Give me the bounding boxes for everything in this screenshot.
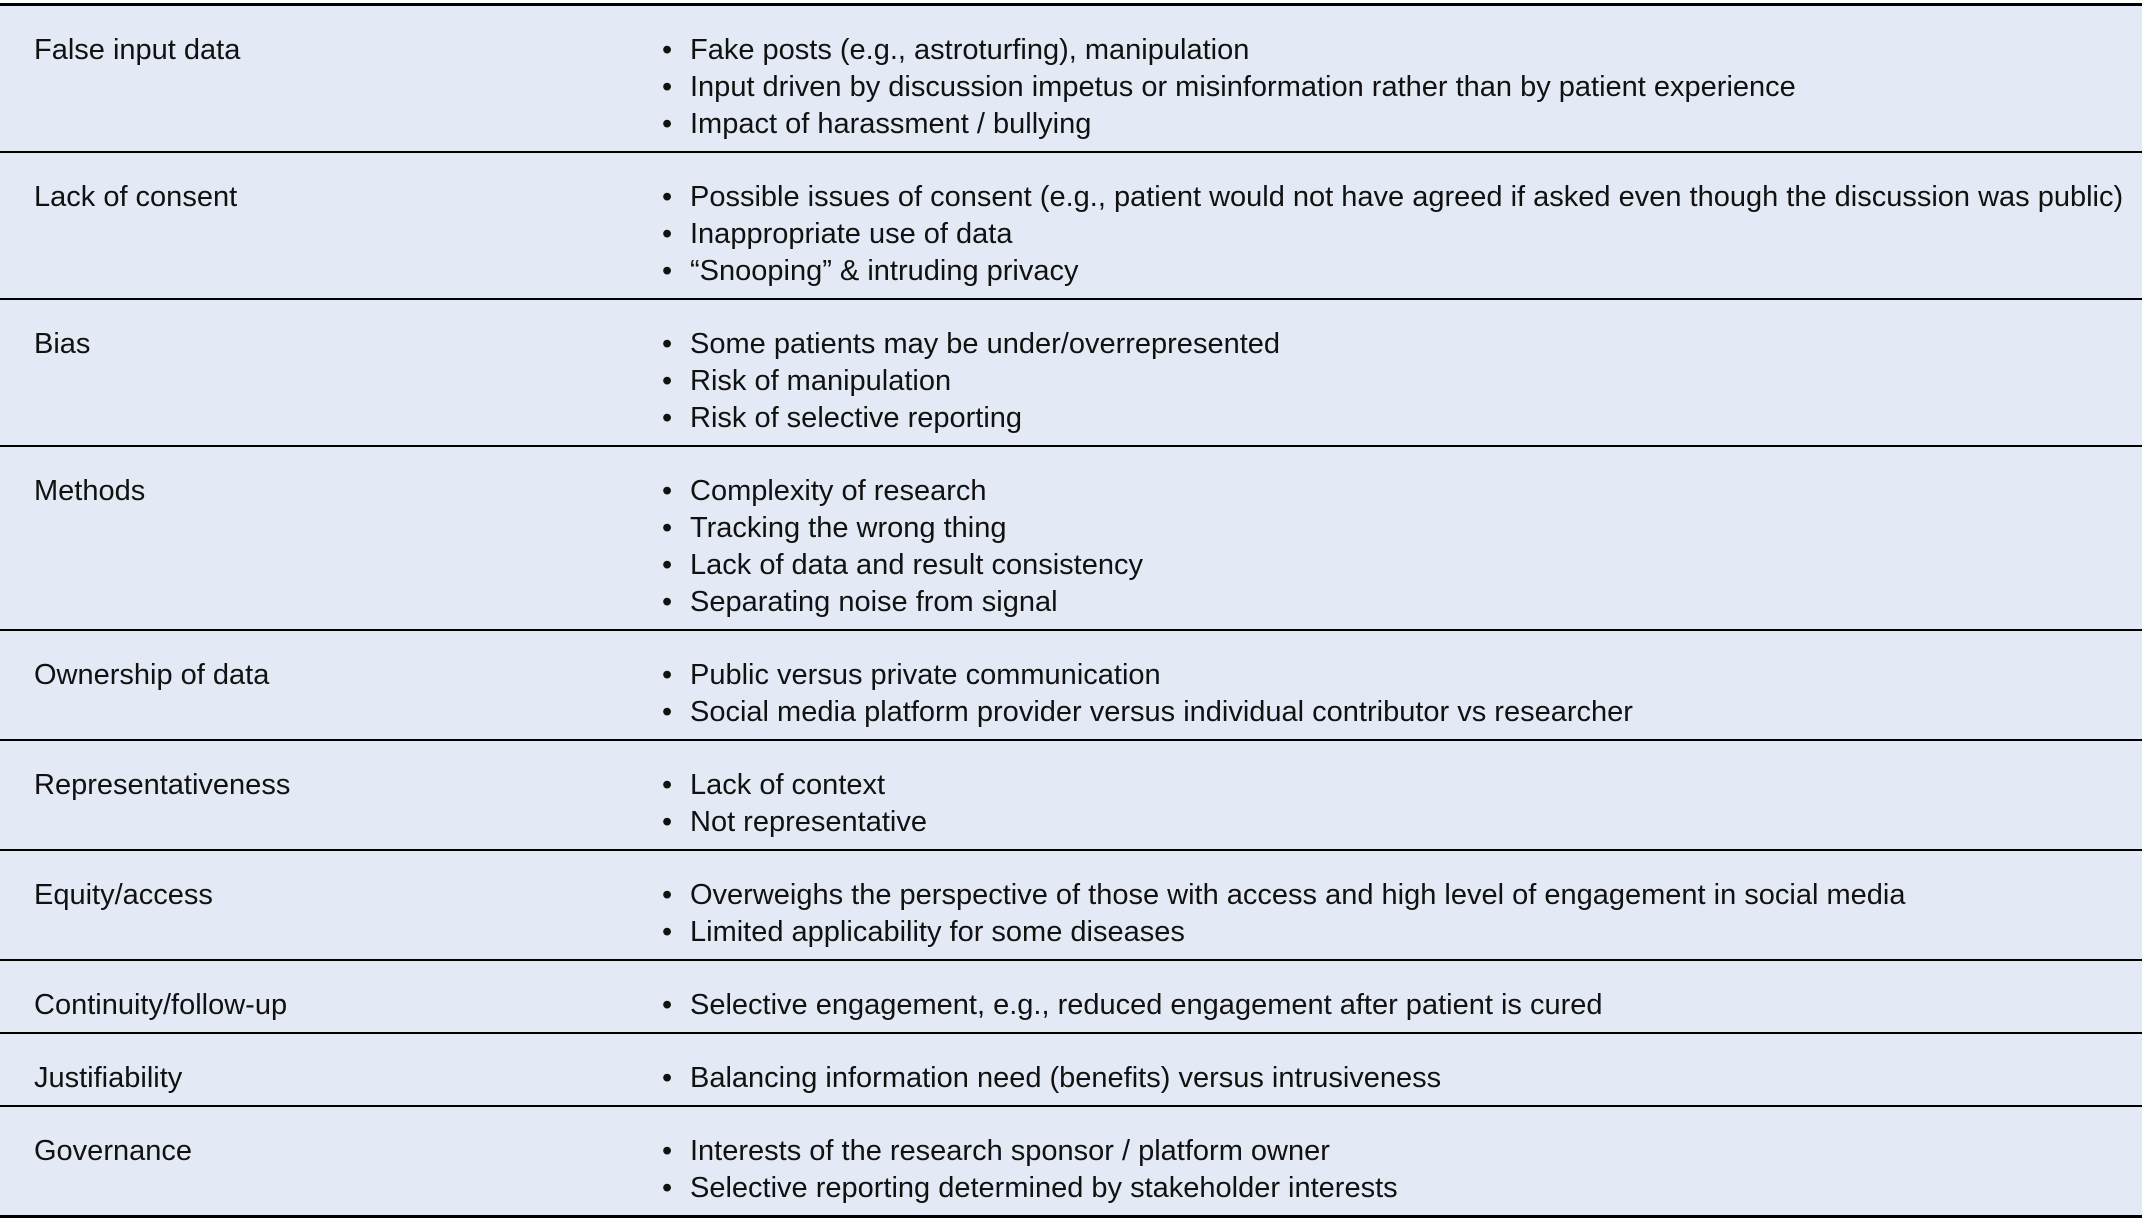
list-item — [662, 657, 2138, 694]
item-list — [662, 1060, 2138, 1097]
item-list — [662, 767, 2138, 841]
bullet-icon: • — [662, 1172, 673, 1204]
item-text: Balancing information need (benefits) versus intrusiveness — [690, 1062, 1442, 1094]
category-cell: Representativeness — [34, 769, 291, 801]
category-cell: Continuity/follow-up — [34, 989, 288, 1021]
list-item — [662, 694, 2138, 731]
item-list — [662, 473, 2138, 621]
item-text: Risk of manipulation — [690, 365, 952, 397]
item-list — [662, 1133, 2138, 1207]
table-row — [0, 960, 2142, 1033]
table-row — [0, 630, 2142, 740]
table-row — [0, 1106, 2142, 1217]
bullet-icon: • — [662, 659, 673, 691]
bullet-icon: • — [662, 549, 673, 581]
table-body — [0, 5, 2142, 1217]
items-cell — [634, 1106, 2142, 1217]
item-text: Limited applicability for some diseases — [690, 916, 1185, 948]
list-item — [662, 987, 2138, 1024]
list-item — [662, 363, 2138, 400]
bullet-icon: • — [662, 879, 673, 911]
bullet-icon: • — [662, 989, 673, 1021]
items-cell — [634, 152, 2142, 299]
category-cell: Methods — [34, 475, 146, 507]
list-item — [662, 106, 2138, 143]
item-text: Lack of context — [690, 769, 886, 801]
bullet-icon: • — [662, 71, 673, 103]
list-item — [662, 1170, 2138, 1207]
item-text: Possible issues of consent (e.g., patient would not have agreed if asked even though the discussion was public) — [690, 181, 2124, 213]
list-item — [662, 1133, 2138, 1170]
bullet-icon: • — [662, 916, 673, 948]
bullet-icon: • — [662, 108, 673, 140]
category-cell: Lack of consent — [34, 181, 238, 213]
item-list — [662, 657, 2138, 731]
list-item — [662, 69, 2138, 106]
bullet-icon: • — [662, 475, 673, 507]
item-text: Lack of data and result consistency — [690, 549, 1143, 581]
list-item — [662, 547, 2138, 584]
items-cell — [634, 630, 2142, 740]
item-text: Impact of harassment / bullying — [690, 108, 1092, 140]
item-text: Separating noise from signal — [690, 586, 1058, 618]
item-list — [662, 326, 2138, 437]
bullet-icon: • — [662, 1062, 673, 1094]
item-text: Overweighs the perspective of those with access and high level of engagement in social media — [690, 879, 1906, 911]
item-text: Risk of selective reporting — [690, 402, 1023, 434]
table-row — [0, 152, 2142, 299]
items-cell — [634, 5, 2142, 153]
list-item — [662, 216, 2138, 253]
table-row — [0, 446, 2142, 630]
item-list — [662, 179, 2138, 290]
list-item — [662, 584, 2138, 621]
category-cell: Ownership of data — [34, 659, 270, 691]
risk-table — [0, 3, 2142, 1218]
list-item — [662, 804, 2138, 841]
items-cell — [634, 850, 2142, 960]
bullet-icon: • — [662, 769, 673, 801]
list-item — [662, 253, 2138, 290]
list-item — [662, 400, 2138, 437]
bullet-icon: • — [662, 34, 673, 66]
item-text: Fake posts (e.g., astroturfing), manipulation — [690, 34, 1250, 66]
bullet-icon: • — [662, 586, 673, 618]
table-row — [0, 299, 2142, 446]
bullet-icon: • — [662, 328, 673, 360]
category-cell: Governance — [34, 1135, 192, 1167]
item-text: Selective engagement, e.g., reduced engagement after patient is cured — [690, 989, 1603, 1021]
item-list — [662, 32, 2138, 143]
table-row — [0, 850, 2142, 960]
bullet-icon: • — [662, 365, 673, 397]
item-text: Input driven by discussion impetus or misinformation rather than by patient experience — [690, 71, 1796, 103]
category-cell: Equity/access — [34, 879, 213, 911]
item-text: Some patients may be under/overrepresented — [690, 328, 1281, 360]
item-text: Selective reporting determined by stakeholder interests — [690, 1172, 1398, 1204]
bullet-icon: • — [662, 1135, 673, 1167]
list-item — [662, 1060, 2138, 1097]
item-text: Inappropriate use of data — [690, 218, 1013, 250]
list-item — [662, 179, 2138, 216]
list-item — [662, 767, 2138, 804]
bullet-icon: • — [662, 181, 673, 213]
items-cell — [634, 1033, 2142, 1106]
table-row — [0, 5, 2142, 153]
list-item — [662, 32, 2138, 69]
list-item — [662, 914, 2138, 951]
bullet-icon: • — [662, 402, 673, 434]
item-text: Interests of the research sponsor / platform owner — [690, 1135, 1330, 1167]
items-cell — [634, 960, 2142, 1033]
table-row — [0, 740, 2142, 850]
bullet-icon: • — [662, 696, 673, 728]
item-text: Public versus private communication — [690, 659, 1161, 691]
item-text: Complexity of research — [690, 475, 987, 507]
list-item — [662, 473, 2138, 510]
bullet-icon: • — [662, 512, 673, 544]
item-text: Tracking the wrong thing — [690, 512, 1007, 544]
table-row — [0, 1033, 2142, 1106]
category-cell: Bias — [34, 328, 91, 360]
items-cell — [634, 299, 2142, 446]
category-cell: False input data — [34, 34, 241, 66]
bullet-icon: • — [662, 255, 673, 287]
category-cell: Justifiability — [34, 1062, 183, 1094]
item-text: Not representative — [690, 806, 927, 838]
items-cell — [634, 740, 2142, 850]
list-item — [662, 877, 2138, 914]
list-item — [662, 510, 2138, 547]
item-list — [662, 987, 2138, 1024]
items-cell — [634, 446, 2142, 630]
bullet-icon: • — [662, 218, 673, 250]
item-text: Social media platform provider versus individual contributor vs researcher — [690, 696, 1633, 728]
bullet-icon: • — [662, 806, 673, 838]
item-list — [662, 877, 2138, 951]
list-item — [662, 326, 2138, 363]
item-text: “Snooping” & intruding privacy — [690, 255, 1079, 287]
